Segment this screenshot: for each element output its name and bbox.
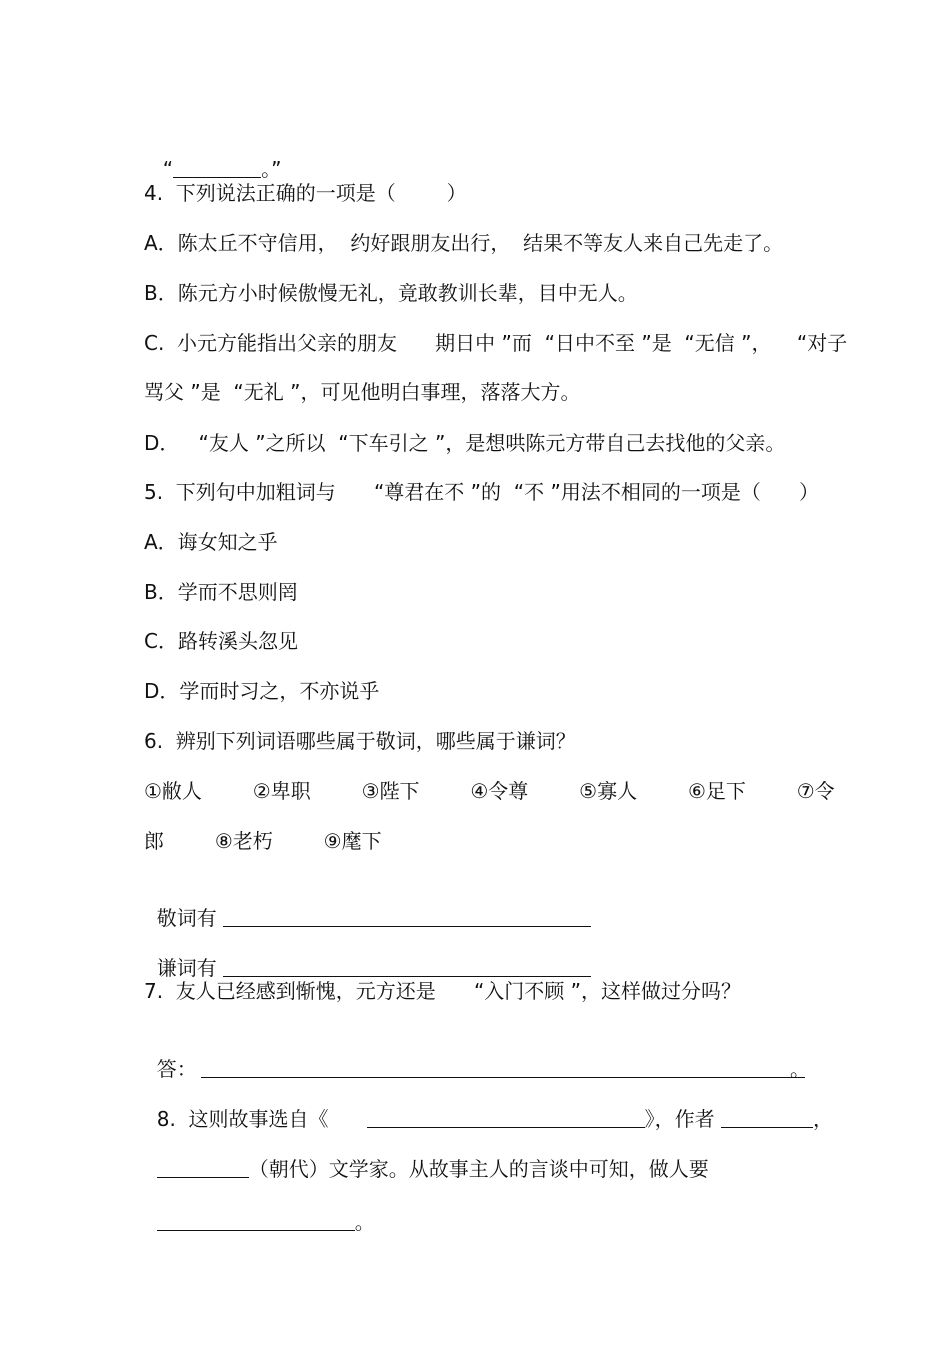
question-8-line2 [144,1127,709,1183]
respect-words-label: 敬词有 [156,906,224,930]
question-4-option-a: A．陈太丘不守信用， 约好跟朋友出行， 结果不等友人来自己先走了。 [144,231,784,255]
question-6: 6. 辨别下列词语哪些属于敬词，哪些属于谦词？ [144,729,576,753]
question-7-blank[interactable] [201,1057,805,1078]
answer-line-top [150,127,281,183]
humble-words-answer [144,926,591,982]
question-7-answer [144,1027,810,1083]
question-5: 5. 下列句中加粗词与 “尊君在不 ”的 “不 ”用法不相同的一项是（ ） [144,480,819,504]
question-4-option-c-line1: C. 小元方能指出父亲的朋友 期日中 ”而 “日中不至 ”是 “无信 ”， “对子 [144,331,848,355]
question-7-end: 。 [790,1057,810,1081]
question-5-option-c: C．路转溪头忽见 [144,629,298,653]
question-4-option-c-line2: 骂父 ”是 “无礼 ”，可见他明白事理，落落大方。 [144,380,581,404]
question-8-line1 [144,1077,833,1133]
question-4-option-d: D． “友人 ”之所以 “下车引之 ”，是想哄陈元方带自己去找他的父亲。 [144,431,786,455]
question-8-text-c: ， [813,1107,834,1131]
question-8-text-b: 》，作者 [644,1107,722,1131]
author-blank[interactable] [721,1107,813,1128]
question-4: 4. 下列说法正确的一项是（ ） [144,181,467,205]
humble-words-blank[interactable] [223,956,591,977]
question-5-option-a: A．诲女知之乎 [144,530,278,554]
question-5-option-b: B．学而不思则罔 [144,580,298,604]
book-title-blank[interactable] [367,1107,645,1128]
humble-words-label: 谦词有 [156,956,224,980]
answer-label: 答： [156,1057,197,1081]
question-8-text-d: （朝代）文学家。从故事主人的言谈中可知，做人要 [248,1157,709,1181]
question-8-text-a: 8. 这则故事选自《 [156,1107,367,1131]
question-5-option-d: D．学而时习之，不亦说乎 [144,679,380,703]
question-6-words-line1: ①敝人 ②卑职 ③陛下 ④令尊 ⑤寡人 ⑥足下 ⑦令 [144,779,835,803]
question-8-line3 [144,1180,375,1236]
question-7: 7. 友人已经感到惭愧，元方还是 “入门不顾 ”，这样做过分吗？ [144,979,742,1003]
question-6-words-line2: 郎 ⑧老朽 ⑨麾下 [144,829,382,853]
open-quote: “ [162,157,174,181]
respect-words-answer [144,876,591,932]
dynasty-blank[interactable] [157,1157,249,1178]
question-8-end: 。 [354,1210,375,1234]
respect-words-blank[interactable] [223,906,591,927]
fill-blank[interactable] [173,157,261,178]
close-quote: 。” [261,157,282,181]
question-4-option-b: B．陈元方小时候傲慢无礼，竟敢教训长辈，目中无人。 [144,281,638,305]
lesson-blank[interactable] [157,1210,355,1231]
